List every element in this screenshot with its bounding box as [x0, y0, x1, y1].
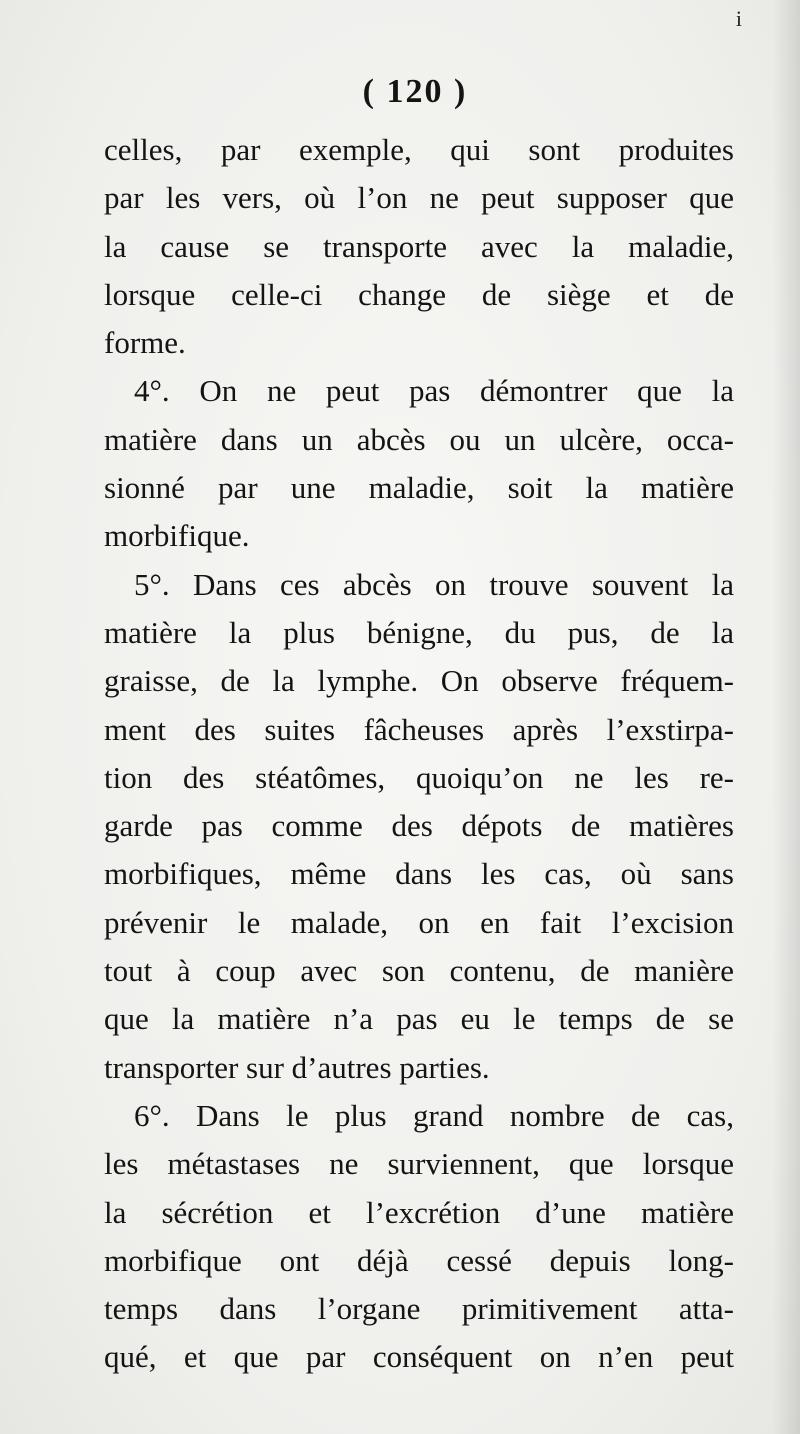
text-line: 6°. Dans le plus grand nombre de cas,	[134, 1097, 734, 1133]
text-line: qué, et que par conséquent on n’en peut	[104, 1339, 734, 1375]
text-line: que la matière n’a pas eu le temps de se	[104, 1001, 734, 1037]
text-line: matière dans un abcès ou un ulcère, occa-	[104, 421, 734, 457]
text-line: morbifique ont déjà cessé depuis long-	[104, 1242, 734, 1278]
text-line: 5°. Dans ces abcès on trouve souvent la	[134, 566, 734, 602]
text-line: ment des suites fâcheuses après l’exstirpa-	[104, 711, 734, 747]
text-line: morbifiques, même dans les cas, où sans	[104, 856, 734, 892]
page-number: ( 120 )	[362, 73, 468, 110]
text-line: temps dans l’organe primitivement atta-	[104, 1291, 734, 1327]
text-line: tout à coup avec son contenu, de manière	[104, 953, 734, 989]
text-line: garde pas comme des dépots de matières	[104, 808, 734, 844]
text-line: la sécrétion et l’excrétion d’une matière	[104, 1194, 734, 1230]
text-line: la cause se transporte avec la maladie,	[104, 228, 734, 264]
text-line: prévenir le malade, on en fait l’excision	[104, 904, 734, 940]
text-line: par les vers, où l’on ne peut supposer que	[104, 180, 734, 216]
text-line: celles, par exemple, qui sont produites	[104, 132, 734, 167]
page-edge-shadow	[772, 0, 800, 1434]
text-line: les métastases ne surviennent, que lorsque	[104, 1146, 734, 1182]
text-line: forme.	[104, 325, 186, 361]
corner-mark: i	[735, 6, 742, 31]
text-line: 4°. On ne peut pas démontrer que la	[134, 373, 734, 409]
text-line: tion des stéatômes, quoiqu’on ne les re-	[104, 759, 734, 795]
text-line: graisse, de la lymphe. On observe fréquem-	[104, 663, 734, 699]
text-line: morbifique.	[104, 518, 250, 554]
body-text	[104, 126, 734, 1382]
text-line: lorsque celle-ci change de siège et de	[104, 276, 734, 312]
text-line: matière la plus bénigne, du pus, de la	[104, 614, 734, 650]
text-line: transporter sur d’autres parties.	[104, 1049, 490, 1085]
text-line: sionné par une maladie, soit la matière	[104, 470, 734, 506]
